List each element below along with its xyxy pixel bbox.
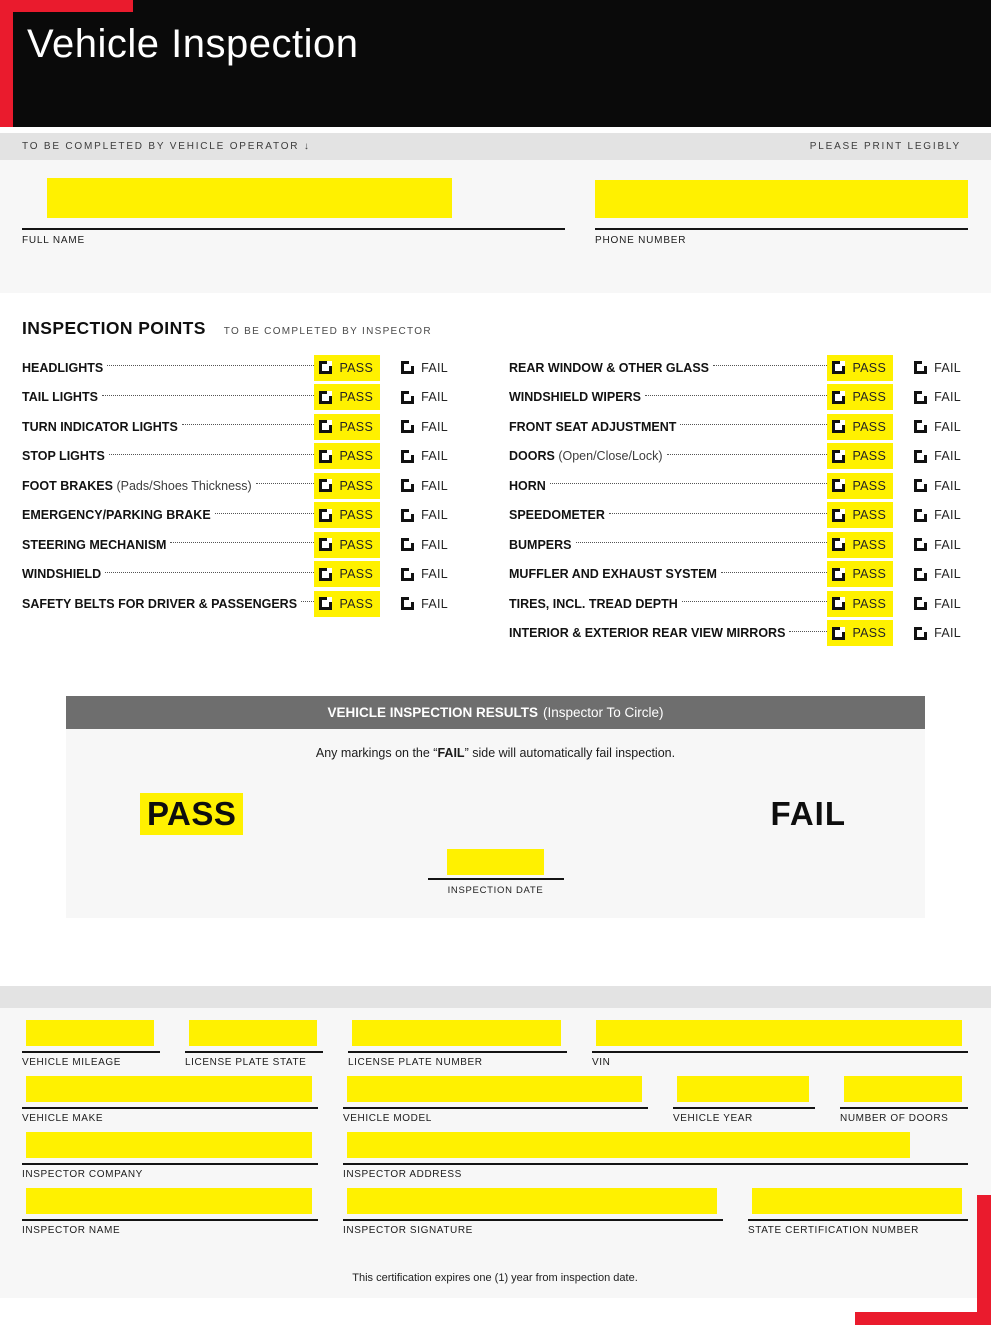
inspector-name-input[interactable] [26,1188,312,1214]
fail-checkbox-icon[interactable] [401,391,414,404]
inspector-address-input[interactable] [347,1132,910,1158]
fail-checkbox-icon[interactable] [401,538,414,551]
item-note: (Pads/Shoes Thickness) [116,478,252,493]
fail-checkbox-icon[interactable] [914,420,927,433]
pass-option[interactable] [827,384,893,410]
fail-checkbox-icon[interactable] [914,450,927,463]
result-fail-choice[interactable]: FAIL [770,795,846,832]
pass-option[interactable] [314,443,380,469]
fail-option[interactable] [909,355,968,381]
fail-checkbox-icon[interactable] [401,597,414,610]
fail-label: FAIL [934,390,961,405]
pass-checkbox-icon[interactable] [832,509,845,522]
pass-checkbox-icon[interactable] [319,361,332,374]
pass-option[interactable] [827,443,893,469]
item-name: TAIL LIGHTS [22,390,98,405]
field-label: LICENSE PLATE STATE [185,1057,307,1068]
fail-option[interactable] [909,384,968,410]
item-name: FOOT BRAKES [22,478,113,493]
fail-label: FAIL [421,360,448,375]
dotted-leader [680,424,827,425]
field-inspector-name [22,1188,318,1244]
item-name: MUFFLER AND EXHAUST SYSTEM [509,567,717,582]
fail-option[interactable] [396,591,455,617]
red-corner-top-left-horizontal [0,0,133,12]
fail-checkbox-icon[interactable] [914,627,927,640]
field-underline [22,1107,318,1109]
item-name: TURN INDICATOR LIGHTS [22,419,178,434]
pass-label: PASS [339,419,374,434]
operator-banner [0,133,991,160]
pass-option[interactable] [827,502,893,528]
field-vin [592,1020,968,1076]
fail-option[interactable] [909,561,968,587]
dotted-leader [301,601,314,602]
field-underline [592,1051,968,1053]
field-license-plate-number [348,1020,567,1076]
row-muffler-exhaust [509,560,968,590]
field-row-2 [22,1076,968,1132]
pass-label: PASS [339,390,374,405]
pass-label: PASS [852,419,887,434]
pass-option[interactable] [314,502,380,528]
fail-label: FAIL [934,360,961,375]
vehicle-year-input[interactable] [677,1076,809,1102]
pass-label: PASS [339,478,374,493]
pass-option[interactable] [314,355,380,381]
field-inspector-signature [343,1188,723,1244]
field-label: VEHICLE MODEL [343,1113,432,1124]
row-rear-view-mirrors [509,619,968,649]
pass-checkbox-icon[interactable] [832,568,845,581]
item-name: WINDSHIELD [22,567,102,582]
field-vehicle-year [673,1076,815,1132]
pass-label: PASS [339,596,374,611]
pass-option[interactable] [314,473,380,499]
field-license-plate-state [185,1020,323,1076]
dotted-leader [109,454,315,455]
pass-label: PASS [339,449,374,464]
vin-input[interactable] [596,1020,962,1046]
row-rear-window-glass [509,353,968,383]
item-name: STEERING MECHANISM [22,537,167,552]
row-steering-mechanism [22,530,455,560]
dotted-leader [256,483,315,484]
pass-option[interactable] [827,355,893,381]
pass-label: PASS [339,537,374,552]
results-body [66,729,925,918]
pass-checkbox-icon[interactable] [832,479,845,492]
print-legibly-note: PLEASE PRINT LEGIBLY [809,141,961,152]
field-inspector-company [22,1132,318,1188]
fail-label: FAIL [934,419,961,434]
field-underline [185,1051,323,1053]
field-label: INSPECTOR NAME [22,1225,121,1236]
pass-option[interactable] [827,620,893,646]
row-turn-indicator-lights [22,412,455,442]
fail-label: FAIL [934,478,961,493]
page-title: Vehicle Inspection [27,22,359,66]
field-label: LICENSE PLATE NUMBER [348,1057,483,1068]
number-of-doors-input[interactable] [844,1076,962,1102]
inspection-date-input[interactable] [447,849,544,875]
item-name: SPEEDOMETER [509,508,605,523]
item-name: SAFETY BELTS FOR DRIVER & PASSENGERS [22,596,298,611]
field-row-1 [22,1020,968,1076]
license-plate-number-input[interactable] [352,1020,561,1046]
pass-checkbox-icon[interactable] [832,627,845,640]
row-speedometer [509,501,968,531]
pass-checkbox-icon[interactable] [832,361,845,374]
field-label: VEHICLE MAKE [22,1113,104,1124]
field-vehicle-mileage [22,1020,160,1076]
row-foot-brakes [22,471,455,501]
vehicle-inspector-section [0,1008,991,1298]
pass-label: PASS [852,478,887,493]
inspection-date-field [428,849,564,896]
pass-label: PASS [339,508,374,523]
pass-checkbox-icon[interactable] [832,538,845,551]
pass-checkbox-icon[interactable] [832,391,845,404]
red-corner-bottom-right-horizontal [855,1312,991,1325]
page-header [0,0,991,127]
item-name: STOP LIGHTS [22,449,105,464]
fail-checkbox-icon[interactable] [914,568,927,581]
phone-number-input[interactable] [595,180,968,218]
dotted-leader [713,365,827,366]
results-title-note: (Inspector To Circle) [542,705,664,720]
field-row-4 [22,1188,968,1244]
fail-option[interactable] [909,473,968,499]
dotted-leader [682,601,828,602]
field-full-name [22,160,565,293]
fail-label: FAIL [421,419,448,434]
pass-label: PASS [852,390,887,405]
red-corner-bottom-right-vertical [977,1195,991,1325]
checklist-left-column [22,353,455,619]
row-bumpers [509,530,968,560]
pass-checkbox-icon[interactable] [319,420,332,433]
fail-option[interactable] [396,561,455,587]
license-plate-state-input[interactable] [189,1020,317,1046]
row-windshield-wipers [509,383,968,413]
fail-checkbox-icon[interactable] [401,450,414,463]
phone-number-label: PHONE NUMBER [595,235,687,246]
results-header-bar [66,696,925,729]
fail-checkbox-icon[interactable] [401,509,414,522]
dotted-leader [609,513,828,514]
results-title: VEHICLE INSPECTION RESULTS [327,705,538,720]
checklist-right-column [509,353,968,648]
fail-checkbox-icon[interactable] [914,538,927,551]
item-note: (Open/Close/Lock) [558,449,663,464]
fail-option[interactable] [396,355,455,381]
fail-option[interactable] [396,443,455,469]
dotted-leader [105,572,314,573]
fail-option[interactable] [909,502,968,528]
fail-label: FAIL [421,478,448,493]
row-emergency-parking-brake [22,501,455,531]
pass-option[interactable] [314,532,380,558]
operator-instruction: TO BE COMPLETED BY VEHICLE OPERATOR ↓ [22,141,311,152]
pass-checkbox-icon[interactable] [319,568,332,581]
pass-label: PASS [852,360,887,375]
fail-checkbox-icon[interactable] [914,509,927,522]
field-underline [22,1051,160,1053]
pass-label: PASS [852,567,887,582]
fail-option[interactable] [909,532,968,558]
dotted-leader [550,483,828,484]
pass-label: PASS [852,537,887,552]
item-name: EMERGENCY/PARKING BRAKE [22,508,211,523]
pass-checkbox-icon[interactable] [319,391,332,404]
inspection-points-header [22,318,991,339]
fail-option[interactable] [909,591,968,617]
results-note: Any markings on the “FAIL” side will automatically fail inspection. [315,746,676,760]
field-underline [22,1219,318,1221]
row-windshield [22,560,455,590]
fail-option[interactable] [396,414,455,440]
field-underline [343,1107,648,1109]
pass-option[interactable] [827,591,893,617]
fail-checkbox-icon[interactable] [914,361,927,374]
fail-checkbox-icon[interactable] [401,479,414,492]
field-label: VEHICLE YEAR [673,1113,753,1124]
pass-label: PASS [852,596,887,611]
red-corner-top-left-vertical [0,0,13,127]
pass-checkbox-icon[interactable] [319,538,332,551]
field-number-of-doors [840,1076,968,1132]
fail-option[interactable] [909,443,968,469]
row-tail-lights [22,383,455,413]
field-inspector-address [343,1132,968,1188]
inspection-checklist [22,353,968,648]
dotted-leader [102,395,315,396]
phone-number-underline [595,228,968,230]
item-name: FRONT SEAT ADJUSTMENT [509,419,677,434]
inspection-date-underline [428,878,564,880]
row-stop-lights [22,442,455,472]
fail-label: FAIL [934,567,961,582]
result-pass-choice[interactable]: PASS [140,793,243,835]
full-name-input[interactable] [47,178,452,218]
field-underline [343,1163,968,1165]
pass-label: PASS [852,508,887,523]
field-vehicle-make [22,1076,318,1132]
pass-option[interactable] [827,532,893,558]
field-vehicle-model [343,1076,648,1132]
dotted-leader [721,572,828,573]
pass-option[interactable] [314,384,380,410]
fail-option[interactable] [396,384,455,410]
field-underline [343,1219,723,1221]
fail-checkbox-icon[interactable] [914,479,927,492]
row-doors [509,442,968,472]
pass-checkbox-icon[interactable] [319,479,332,492]
dotted-leader [576,542,828,543]
pass-option[interactable] [827,414,893,440]
pass-option[interactable] [314,561,380,587]
fail-label: FAIL [934,626,961,641]
fail-checkbox-icon[interactable] [401,361,414,374]
fail-label: FAIL [421,508,448,523]
fail-checkbox-icon[interactable] [401,420,414,433]
row-safety-belts [22,589,455,619]
pass-label: PASS [852,626,887,641]
dotted-leader [789,631,827,632]
field-underline [673,1107,815,1109]
expiration-note: This certification expires one (1) year from inspection date. [352,1272,638,1284]
dotted-leader [645,395,828,396]
fail-option[interactable] [909,414,968,440]
results-panel [66,696,925,918]
fail-option[interactable] [396,473,455,499]
inspector-signature-input[interactable] [347,1188,717,1214]
item-name: HORN [509,478,546,493]
field-label: NUMBER OF DOORS [840,1113,949,1124]
pass-label: PASS [339,567,374,582]
field-label: INSPECTOR SIGNATURE [343,1225,473,1236]
fail-label: FAIL [934,537,961,552]
fail-label: FAIL [421,449,448,464]
fail-option[interactable] [396,502,455,528]
item-name: DOORS [509,449,555,464]
inspector-instruction: TO BE COMPLETED BY INSPECTOR [223,326,432,337]
pass-checkbox-icon[interactable] [832,420,845,433]
item-name: TIRES, INCL. TREAD DEPTH [509,596,678,611]
pass-checkbox-icon[interactable] [832,450,845,463]
full-name-underline [22,228,565,230]
pass-option[interactable] [827,473,893,499]
pass-checkbox-icon[interactable] [319,450,332,463]
fail-label: FAIL [934,508,961,523]
field-underline [348,1051,567,1053]
field-phone-number [595,160,968,293]
pass-checkbox-icon[interactable] [319,597,332,610]
fail-option[interactable] [396,532,455,558]
dotted-leader [667,454,828,455]
fail-label: FAIL [421,390,448,405]
dotted-leader [182,424,315,425]
fail-checkbox-icon[interactable] [914,391,927,404]
pass-checkbox-icon[interactable] [319,509,332,522]
pass-option[interactable] [827,561,893,587]
item-name: HEADLIGHTS [22,360,104,375]
row-tires-tread [509,589,968,619]
dotted-leader [170,542,314,543]
dotted-leader [215,513,315,514]
row-headlights [22,353,455,383]
vehicle-model-input[interactable] [347,1076,642,1102]
pass-option[interactable] [314,414,380,440]
field-underline [748,1219,968,1221]
fail-label: FAIL [421,596,448,611]
field-label: VIN [592,1057,611,1068]
inspection-date-label: INSPECTION DATE [447,885,544,896]
item-name: INTERIOR & EXTERIOR REAR VIEW MIRRORS [509,626,786,641]
field-label: STATE CERTIFICATION NUMBER [748,1225,919,1236]
field-label: INSPECTOR ADDRESS [343,1169,462,1180]
field-label: VEHICLE MILEAGE [22,1057,122,1068]
fail-label: FAIL [421,567,448,582]
item-name: BUMPERS [509,537,572,552]
fail-label: FAIL [934,449,961,464]
pass-label: PASS [339,360,374,375]
fail-label: FAIL [934,596,961,611]
fail-label: FAIL [421,537,448,552]
field-state-certification-number [748,1188,968,1244]
fail-checkbox-icon[interactable] [914,597,927,610]
pass-label: PASS [852,449,887,464]
inspection-points-title: INSPECTION POINTS [22,318,206,338]
inspector-section-divider [0,986,991,1008]
row-front-seat-adjustment [509,412,968,442]
inspector-company-input[interactable] [26,1132,312,1158]
pass-option[interactable] [314,591,380,617]
pass-checkbox-icon[interactable] [832,597,845,610]
vehicle-mileage-input[interactable] [26,1020,154,1046]
field-row-3 [22,1132,968,1188]
fail-option[interactable] [909,620,968,646]
field-label: INSPECTOR COMPANY [22,1169,143,1180]
field-underline [840,1107,968,1109]
field-underline [22,1163,318,1165]
dotted-leader [107,365,314,366]
fail-checkbox-icon[interactable] [401,568,414,581]
state-certification-number-input[interactable] [752,1188,962,1214]
item-name: WINDSHIELD WIPERS [509,390,641,405]
operator-section [0,160,991,293]
item-name: REAR WINDOW & OTHER GLASS [509,360,709,375]
full-name-label: FULL NAME [22,235,85,246]
row-horn [509,471,968,501]
vehicle-make-input[interactable] [26,1076,312,1102]
